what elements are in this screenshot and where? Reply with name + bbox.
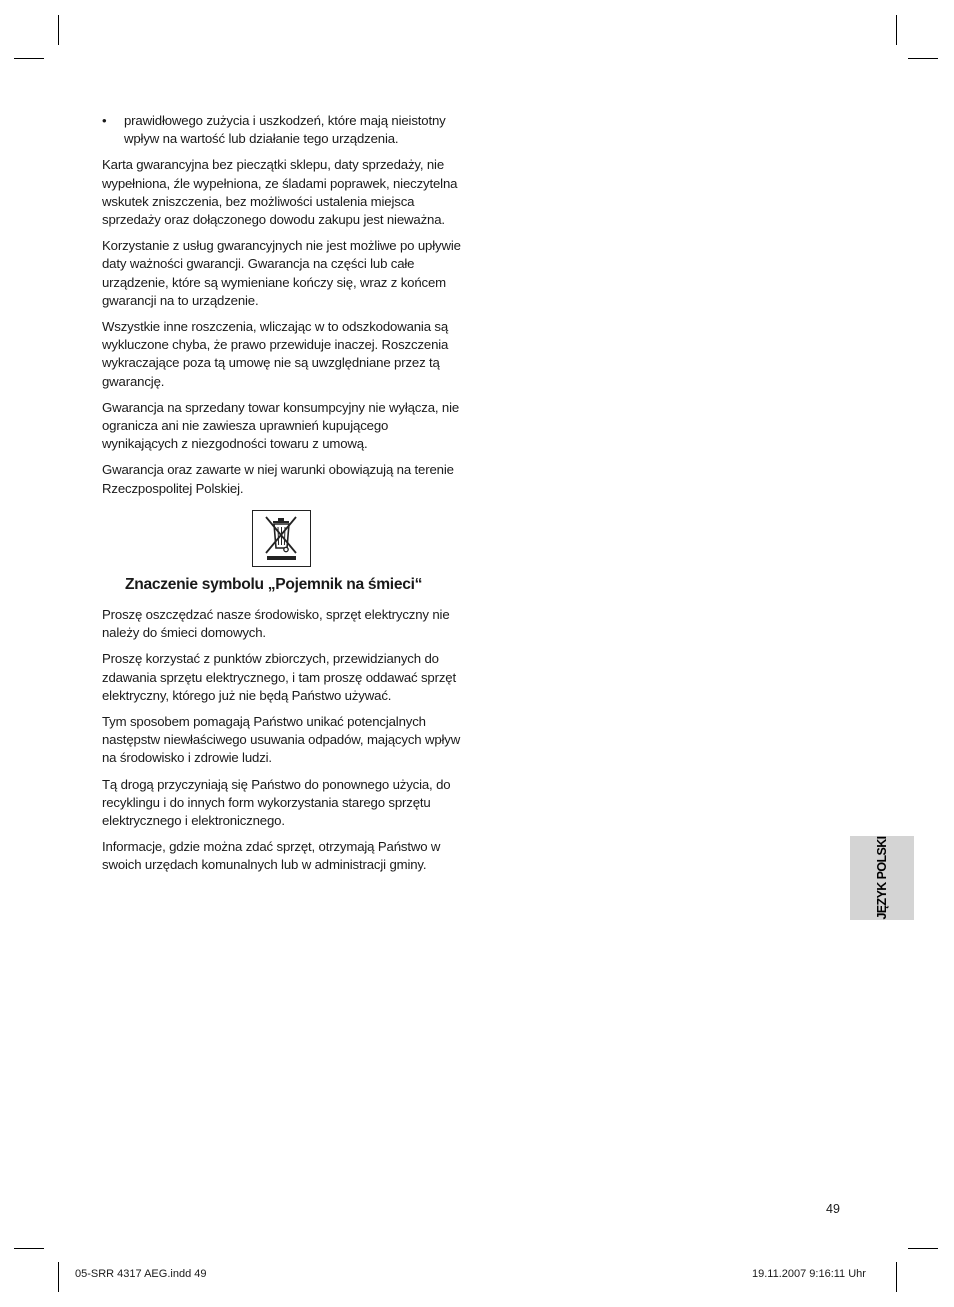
- crop-mark: [896, 15, 897, 45]
- language-tab-label: JĘZYK POLSKI: [875, 836, 889, 920]
- paragraph: Gwarancja na sprzedany towar konsumpcyjny nie wyłącza, nie ogranicza ani nie zawiesza uprawnień kupującego wynikających z niezgodności towaru z umową.: [102, 399, 460, 452]
- paragraph: Tym sposobem pomagają Państwo unikać potencjalnych następstw niewłaściwego usuwania odpadów, mających wpływ na środowisko i zdrowie ludzi.: [102, 714, 461, 766]
- disposal-text-column: [102, 606, 464, 883]
- page-number: 49: [826, 1202, 840, 1216]
- crop-mark: [896, 1262, 897, 1292]
- bullet-text: prawidłowego zużycia i uszkodzeń, które mają nieistotny wpływ na wartość lub działanie tego urządzenia.: [124, 113, 446, 147]
- language-tab: [850, 836, 914, 920]
- crop-mark: [14, 58, 44, 59]
- footer-timestamp: 19.11.2007 9:16:11 Uhr: [752, 1268, 866, 1280]
- crop-mark: [58, 15, 59, 45]
- crossed-out-wheelie-bin-icon: [252, 510, 311, 567]
- paragraph: Karta gwarancyjna bez pieczątki sklepu, daty sprzedaży, nie wypełniona, źle wypełniona, ze śladami poprawek, nieczytelna wskutek zniszczenia, bez możliwości ustalenia miejsca sprzedaży oraz dołączonego dowodu zakupu jest nieważna.: [102, 157, 458, 228]
- paragraph: Informacje, gdzie można zdać sprzęt, otrzymają Państwo w swoich urzędach komunalnych lub w administracji gminy.: [102, 839, 441, 873]
- paragraph: Wszystkie inne roszczenia, wliczając w to odszkodowania są wykluczone chyba, że prawo przewiduje inaczej. Roszczenia wykraczające poza tą umowę nie są uwzględniane przez tą gwarancję.: [102, 319, 449, 389]
- paragraph: Gwarancja oraz zawarte w niej warunki obowiązują na terenie Rzeczpospolitej Polskiej.: [102, 462, 454, 496]
- crop-mark: [14, 1248, 44, 1249]
- warranty-text-column: [102, 112, 464, 506]
- paragraph: Proszę korzystać z punktów zbiorczych, przewidzianych do zdawania sprzętu elektrycznego, i tam proszę oddawać sprzęt elektryczny, którego już nie będą Państwo używać.: [102, 651, 456, 703]
- paragraph: Proszę oszczędzać nasze środowisko, sprzęt elektryczny nie należy do śmieci domowych.: [102, 607, 450, 641]
- bullet-glyph: •: [102, 113, 107, 128]
- bullet-item: [102, 112, 464, 148]
- crop-mark: [908, 1248, 938, 1249]
- paragraph: Tą drogą przyczyniają się Państwo do ponownego użycia, do recyklingu i do innych form wykorzystania starego sprzętu elektrycznego i elektronicznego.: [102, 776, 451, 829]
- crop-mark: [908, 58, 938, 59]
- paragraph: Korzystanie z usług gwarancyjnych nie jest możliwe po upływie daty ważności gwarancji. Gwarancja na części lub całe urządzenie, które są wymieniane kończy się, wraz z końcem gwarancji na to urządzenie.: [102, 238, 461, 308]
- section-title: Znaczenie symbolu „Pojemnik na śmieci“: [125, 576, 423, 593]
- crop-mark: [58, 1262, 59, 1292]
- footer-file-name: 05-SRR 4317 AEG.indd 49: [75, 1268, 207, 1280]
